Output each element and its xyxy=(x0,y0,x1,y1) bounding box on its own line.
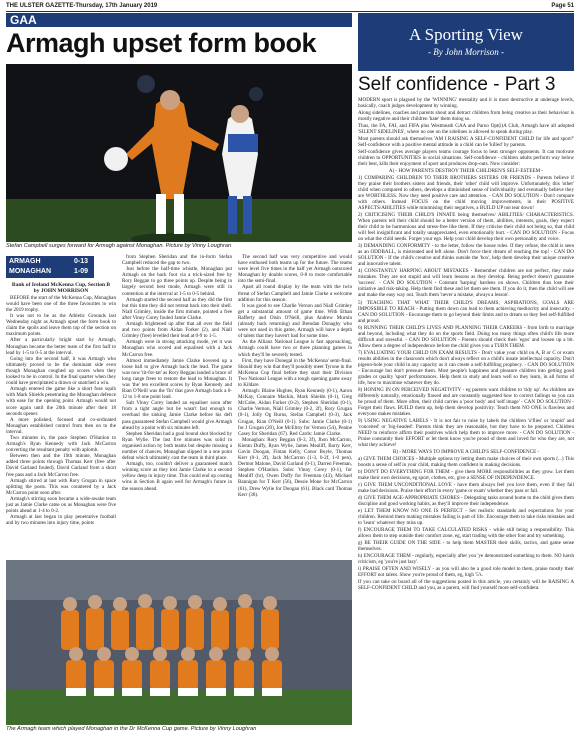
article-paragraph: Stephen Sheridan had a goal bound shot blocked by Ryan Wylie. The last five minutes was solid in organised action by both teams but despite missing a number of chances, Monaghan slipped in a one point defeat which ultimately cost the team in third place. xyxy=(122,430,232,462)
section-label: GAA xyxy=(10,13,37,27)
article-paragraph: Almost immediately Jamie Clarke hovered up a loose ball to give Armagh back the lead. The game was now 'tit-for-tat' as Rory Beggan landed a brace of long range frees to restore the lead to Monaghan. It was 'the' ten excellent scores by Ryan Kennedy and Rian O'Neill was the 'fin' that gave Armagh back a 0-12 to 1-8 one point lead. xyxy=(122,357,232,401)
masthead-date: THE ULSTER GAZETTE-Thursday, 17th January 2019 xyxy=(6,3,158,9)
column-paragraph: d) GIVE THEM AGE-APPROPRIATE CHORES - Delegating tasks around home to the child gives them discipline and good working habits, as they'll improve their independence. xyxy=(358,494,574,507)
column-paragraph: 5) TEACHING THAT WHAT THEIR CHILD'S DREAMS, ASPIRATIONS, GOALS ARE IMPOSSIBLE TO REACH - Putting them down can lead to them achieving mediocrity and insecurity. - CAN DO SOLUTION - Encourage them to go beyond their limits and to dream so they feel self-fulfilled and proud. xyxy=(358,299,574,324)
article-column-3 xyxy=(238,254,352,558)
article-paragraph: BEFORE the start of the McKenna Cup, Monaghan would have been one of the three favourites to win the 2019 trophy. xyxy=(6,294,116,313)
match-photo-top xyxy=(6,64,352,242)
article-paragraph: It was good to see Charlie Vernon and Niall Grimley get a substantial amount of game time. With Ethan Rafferty and Oisin O'Neill, plus Andrew Murnin (already back returning) and Brendan Donaghy who were not used in this game, Armagh will have a depth of talent that they haven't had for some time. xyxy=(238,302,352,340)
column-paragraph: 6) RUNNING THEIR CHILD'S LIVES AND PLANNING THEIR CAREERS - from birth to marriage and beyond, including what they do on the sports field. Doing too many things often child's life more difficult and stressful. - CAN DO SOLUTION - Parents should check their 'egos' and loosen up a bit. Allow them a degree of independence before the child gives you a TURN THEM. xyxy=(358,324,574,349)
headline: Armagh upset form book xyxy=(6,28,317,58)
article-paragraph: First, they have Donegal in the 'McKenna' semi-final. Should they win that they'll possibly meet Tyrone in the McKenna Cup final before they start their Division Two National League with a tough opening game away to Kildare. xyxy=(238,357,352,388)
article-paragraph: Armagh stirred at last with Rory Grugan in space splitting the posts. This was countered by a Jack McCarron point soon after. xyxy=(6,477,116,496)
column-banner xyxy=(358,13,574,71)
column-byline: - By John Morrison - xyxy=(428,47,504,57)
column-paragraph: h) ENCOURAGE THEM - regularly, especially after you 'ye demonstrated something to them. NO harsh criticism, eg 'you're just lazy'. xyxy=(358,553,574,566)
column-paragraph: MODERN sport is plagued by the 'WINNING' mentality and it is most destructive at underage levels, basically, coach judges development by winning. xyxy=(358,97,574,110)
team-list-armagh: Armagh: Blaine Hughes, Ryan Kennedy (0-1), Aaron McKay, Connaire Mackin, Mark Shields (0-1), Greg McCabe, Aidan Forker (0-2), Stephen Sheridan (0-1), Charlie Vernon, Niall Grimley (0-2, 2f), Rory Grugan (0-1), Jolly Og Burns, Stefan Campbell (0-3), Jack Grugan, Rian O'Neill (0-1). Subs: Jamie Clarke (0-1) for J Grugan (20), Joe McElroy for Vernon (54), Peaine Casey for Sheridan (67). Red Cards: Jamie Clarke. xyxy=(238,388,352,437)
column-paragraph: 2) CRITICISING THEIR CHILD'S INNATE being themselves/ ABILITIES/ CHARACTERISTICS. When parents tell their child should be a better version of them, abilities, interests, goals, they expect their child to be harmonious and stress-free like them. If they criticise their child not being so, that child will feel insignificant and totally unappreciated, even emotionally hurt. - CAN DO SOLUTION - Focus on what the child needs. Forget your ego. Help your child develop their own personality and voice. xyxy=(358,212,574,243)
article-paragraph: Armagh's stirring soon became a wide-awake team just as Jamie Clarke came on as Monaghan were five points ahead at 1-4 to 0-2. xyxy=(6,495,116,515)
column-paragraph: 1) COMPARING CHILDREN TO THEIR BROTHERS SISTERS OR FRIENDS - Parents believe if they praise their brothers sisters and friends, their 'other' child will improve. Unfortunately, this 'other' child when compared to others, develops a diminished sense of individuality and eventually believe they are WORTHLESS. Now they need positive care and attention. - CAN DO SOLUTION - Don't compare with others. Instead FOCUS on the child moving improvements, in their POSITIVE ASPECTS/ABILITIES while minimising their negatives, a BUILD UP not tear down! xyxy=(358,175,574,212)
article-paragraph: A more polished, focused and co-ordinated Monaghan established control from then on to the interval. xyxy=(6,416,116,435)
column-paragraph: Along sidelines, coaches and parents shout and detract children from being creative as their behaviour is mostly negative and their children 'hate' them doing so. xyxy=(358,110,574,123)
column-paragraph: 4) CONSTANTLY HARPING ABOUT MISTAKES - Remember children are not perfect, they make mistakes. They are not stupid and will learn lessons as they develop. Being perfect doesn't guarantee 'success'. - CAN DO SOLUTION - Constant 'harping' hardens on shows. Children thus lose their initiative and risk-taking. Help them find these and let them see them. If you do it, then the child will see and make the easy way out. Teach them 'never a mistake, always a lesson'. xyxy=(358,268,574,299)
team-photo xyxy=(6,560,352,725)
team-2-score: 1-09 xyxy=(73,268,88,275)
photo-illustration xyxy=(6,64,352,242)
article-paragraph: Just before the half-time whistle, Monaghan put Armagh on the back foot via a trick-sized free by Rory Beggan to go three points up. Despite being in largely second best mode, Armagh were still in contention at the interval at 1-5 to 0-5 behind. xyxy=(122,266,232,297)
scoreboard xyxy=(6,256,94,278)
article-paragraph: Going into the second half, it was Armagh who ultimately proved to be the dominant side even though Monaghan coughed up scores when they looked to be in control. In the final quarter when they could have precipitated a drawn or snatched a win. xyxy=(6,355,116,387)
article-paragraph: from Stephen Sheridan and the in-form Stefan Campbell reduced the gap to two. xyxy=(122,254,232,267)
team-1-score: 0-13 xyxy=(73,258,88,265)
column-title: A Sporting View xyxy=(409,25,523,44)
column-paragraph: b) DON'T DO EVERYTHING FOR THEM - give them MORE responsibilities as they grow. Let them make their own decisions, eg sport, clothes, etc, give a SENSE OF INDEPENDENCE. xyxy=(358,468,574,481)
article-paragraph: Between then and the 19th minute, Monaghan added three points through Thomas Kerr (free after David Garland fouled), David Garland from a short free pass and a Jack McCarron free. xyxy=(6,453,116,478)
column-paragraph: f) ENCOURAGE THEM TO TAKE CALCULATED RISKS - while still being a responsibility. This allows them to step outside their comfort zone, eg, start trading with the other foot and try something. xyxy=(358,527,574,540)
column-subheading: B) - MORE WAYS TO IMPROVE A CHILD'S SELF-CONFIDENCE - xyxy=(392,448,540,455)
article-paragraph: It was not to be as the Athletic Grounds last Wednesday night as Armagh upset the form book to claim the spoils and leave them top of the section on maximum points. xyxy=(6,313,116,338)
article-column-2 xyxy=(122,254,232,558)
photo-caption-top: Stefan Campbell surges forward for Armagh against Monaghan. Picture by Vinny Loughran xyxy=(6,243,232,249)
article-paragraph: Salt Vinny Corey landed an equaliser soon after from a tight angle but he wasn't fast enough to overhaul the sinking Jamie Clarke before his deft pass guaranteed Stefan Campbell would give Armagh ahead by a point with six minutes left. xyxy=(122,400,232,431)
article-paragraph: Apart all round display by the team with the twin threat of Stefan Campbell and Jamie Clarke a welcome addition for this season. xyxy=(238,284,352,303)
column-paragraph: a) GIVE THEM CHOICES - Multiple options try letting them make choices of their own sports (...) This boosts a sense of self in your child, making them confident in making decisions. xyxy=(358,455,574,468)
article-paragraph: Armagh were in strong attacking mode, yet it was Monaghan who scored and equalised with a Jack McCarron free. xyxy=(122,339,232,358)
article-paragraph: After a particularly bright start by Armagh, Monaghan became the better team of the first half to lead by 1-5 to 0-5 at the interval. xyxy=(6,337,116,356)
article-paragraph: Armagh started the second half as they did the first but this time they did not retreat back into their shell. Niall Grimley, inside the first minute, pointed a free after Vinny Corey fouled Jamie Clarke. xyxy=(122,296,232,321)
team-1-name: ARMAGH xyxy=(9,258,41,265)
column-paragraph: 3) DEMANDING CONFORMITY - to the letter, follow the house rules. If they refuse, the child is seen as an ODDBALL, is mistreated and left alone. Don't force their dream of reaching the top! - CAN DO SOLUTION - If the child's creative and thinks outside the 'box', help them develop their unique creative and innovative talent. xyxy=(358,243,574,268)
photo-caption-bottom: The Armagh team which played Monaghan in the Dr McKenna Cup game. Picture by Vinny Loughran xyxy=(6,726,257,732)
score-row-1 xyxy=(9,258,91,265)
column-heading: Self confidence - Part 3 xyxy=(358,74,556,95)
page-number: Page 51 xyxy=(551,3,574,9)
team-2-name: MONAGHAN xyxy=(9,268,51,275)
article-paragraph: Armagh at last began to play penetrative football and by two minutes into injury time, points xyxy=(6,514,116,527)
column-paragraph: g) BE THEIR GUIDE ON THE SIDE - to help them MASTER their skills, tactics, and game sense themselves. xyxy=(358,540,574,553)
byline: by JOHN MORRISON xyxy=(33,288,89,295)
column-paragraph: Most parents should ask themselves 'AM I RAISING A SELF-CONFIDENT CHILD for life and sport?' Self-confidence with a positive mental attitude in a child can be 'killed' by parents. xyxy=(358,136,574,149)
column-subheading: A) - HOW PARENTS DESTROY THEIR CHILDREN'S SELF-ESTEEM - xyxy=(388,168,544,175)
article-paragraph: Armagh entered the game like a short fuse squib with Mark Shields penetrating the Monaghan defence with ease for the opening point. Armagh would not score again until the 20th minute after their 18 seconds opener. xyxy=(6,386,116,417)
section-bar xyxy=(6,13,352,27)
article-paragraph: Armagh brightened up after that all over the field and two points from Aidan Forker (2), and Niall Grimley (free) levelled their lead at 0-9 to 1-5. xyxy=(122,321,232,340)
team-photo-illustration xyxy=(6,560,352,725)
column-paragraph: 8) HONING IN ON PERCEIVED NEGATIVITY - eg parents want children to 'tidy up'. As children are differently naturally, emotionally flawed and are constantly suggested how to correct failings so you can be proud of them. More often, their child carries a 'poor body' and 'self image' - CAN DO SOLUTION - Forget their flaws. BUILD them up, help them develop positivity. Teach them NO ONE is flawless and everyone makes mistakes. xyxy=(358,386,574,417)
column-paragraph: 9) USING NEGATIVE LABELS - It is not fair to raise by labels the children 'o'flies' or 'stupid' and 'conceited' or 'big-headed'. Parents think they are reasonable, but they have to be prepared. Children NEED to reinforce affirm their positives which help them to improve more. - CAN DO SOLUTION - Praise constantly their EFFORT or let them know you're proud of them and loved for who they are, not what they achieve! xyxy=(358,417,574,448)
article-paragraph: Armagh, too, couldn't deliver a guaranteed match winning score as they lost Jamie Clarke to a second yellow deep in injury time. This could end up costing wins in Section B again well for Armagh's future in the season ahead. xyxy=(122,461,232,492)
column-body xyxy=(358,97,574,731)
article-paragraph: Two minutes in, the pace Stephen O'Hanlon to Armagh's Ryan Kennedy with Jack McCarron converting the resultant penalty with aplomb. xyxy=(6,434,116,454)
top-rule xyxy=(6,11,574,12)
column-paragraph: c) GIVE THEM UNCONDITIONAL LOVE - have them always feel you love them, even if they fail make bad decisions. Praise their effort in every 'game or exam' whether they pass or fail. xyxy=(358,481,574,494)
column-paragraph: e) LET THEM KNOW NO ONE IS PERFECT - Set realistic standards and expectations for your children. Remind them making mistakes failing is part of life. Encourage them to take risks mistakes and to 'learn' whatever they miss up. xyxy=(358,508,574,527)
score-row-2 xyxy=(9,268,91,275)
column-paragraph: Self-confidence gives average players teams courage focus to beat stronger opponents. It can motivate children to OPPORTUNITIES in social situations. Self-confidence - children adults perform way below their best, kills their enjoyment of sport and produces drop-outs. Now consider: xyxy=(358,149,574,168)
column-paragraph: If you can take on board all of the suggestions posted in this article, you certainly will be RAISING A SELF-CONFIDENT CHILD and you, as a parent, will find yourself more self-confident. xyxy=(358,579,574,592)
column-paragraph: i) PRAISE OFTEN AND WISELY - as you will also be a good role model to them, praise mostly their EFFORT not talent. Show you're proud of them, eg, high '5's. xyxy=(358,566,574,579)
article-column-1 xyxy=(6,282,116,558)
article-paragraph: The second half was very competitive and would have enthused both teams up for the future. The teams were level five times in the half yet Armagh outscored Monaghan by double scores, 0-8 to more comfortable into the semi-final. xyxy=(238,254,352,285)
team-list-monaghan: Monaghan: Rory Beggan (0-3, 3f), Jhon McCarron, Kieran Duffy, Ryan Wylie, James Mealiff, Barry Kerr, Gavin Doogan, Fintan Kelly, Conor Boyle, Thomas Kerr (0-1, 2f), Jack McCarron (1-3, 0-2f, 1-0 pen), Dermot Malone, David Garland (0-1), Darren Freeman, Stephen O'Hanlon. Subs: Vinny Corey (0-1), for Mealiff (hr), Owen Duffy for Freeman (43), Michael Bannigan for T Kerr (56), Dessie Mone for McCarron (61), Drew Wylie for Doogan (61). Black card Thomas Kerr (38). xyxy=(238,436,352,498)
column-paragraph: 7) EVALUATING YOUR CHILD ON EXAM RESULTS - Don't value your child on A, B or C or exam results abilities in the classroom which don't always reflect on a child's innate intellectual capacity. Don't pigeon-hole your child in any capacity as it can create a self-fulfilling prophecy. - CAN DO SOLUTION - Encourage but don't pressure them. Most people's happiness and pleasure children into getting good grades or quality 'sport' performances. Help them to study and learn well so they learn, in all forms of life, how to maximise whatever they do. xyxy=(358,349,574,386)
article-paragraph: As the Allianz National League is fast approaching, Armagh could have two or three planning games in which they'll be severely tested. xyxy=(238,339,352,358)
column-paragraph: Thus, the FA, FAI, and FIFA plus Westmeath GAA and Paroo Opt(i)A Club, Armagh have all adopted 'SILENT SIDELINES', where no one on the sidelines is allowed to speak during play. xyxy=(358,123,574,136)
venue-line: Bank of Ireland McKenna Cup, Section B xyxy=(11,282,111,288)
